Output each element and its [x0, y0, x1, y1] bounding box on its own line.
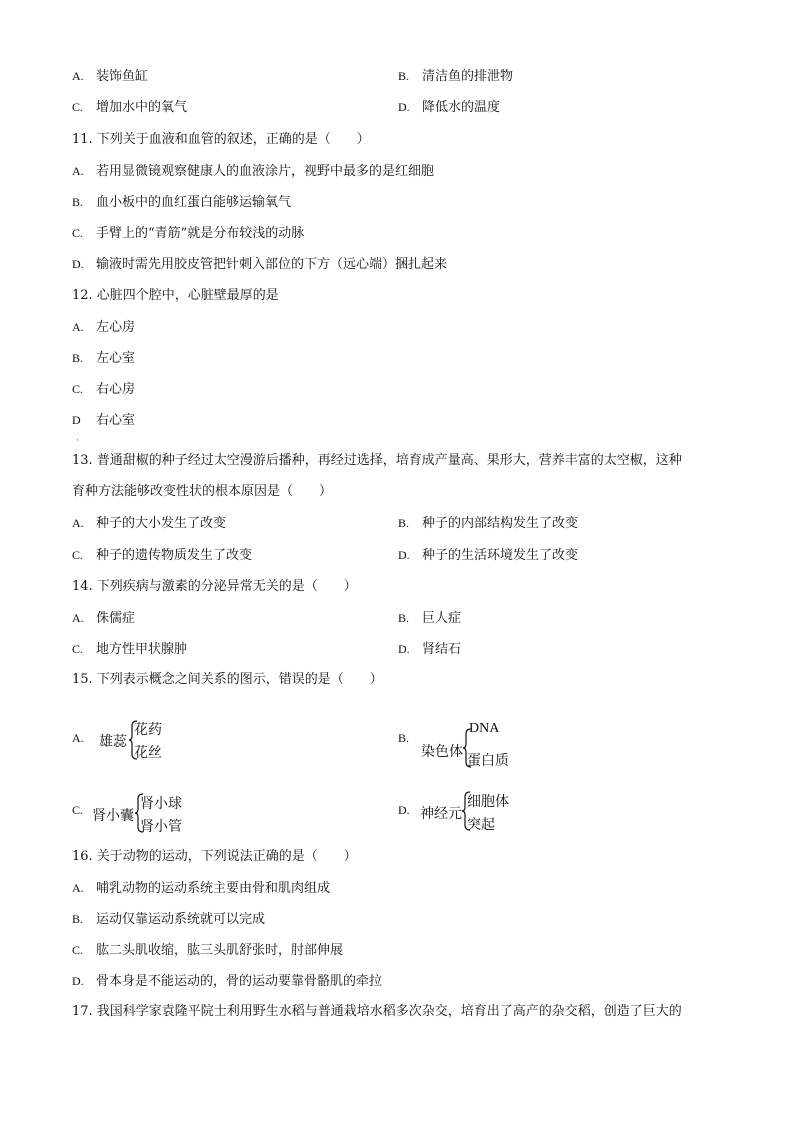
q14-stem: 14. 下列疾病与激素的分泌异常无关的是（ ） [72, 579, 357, 594]
q15-a-leaf-2: 花丝 [134, 745, 162, 761]
option-label: A. [72, 611, 84, 625]
q13-option-c [72, 546, 252, 565]
q13-option-b [398, 514, 578, 533]
q15-b-root: 染色体 [421, 744, 463, 760]
option-label: B. [398, 69, 410, 83]
option-label: C. [72, 548, 84, 562]
option-label: C. [72, 382, 84, 396]
option-text: 哺乳动物的运动系统主要由骨和肌肉组成 [96, 881, 331, 896]
q14-option-c [72, 640, 187, 659]
option-text: 侏儒症 [96, 611, 136, 626]
q13-stem-line1: 13. 普通甜椒的种子经过太空漫游后播种，再经过选择，培育成产量高、果形大，营养丰富的太空椒，这种 [72, 453, 682, 468]
option-text: 种子的遗传物质发生了改变 [96, 548, 253, 563]
q11-option-d [72, 255, 447, 274]
option-label: D [72, 413, 81, 427]
q11-option-c [72, 224, 304, 243]
q16-stem: 16. 关于动物的运动，下列说法正确的是（ ） [72, 849, 357, 864]
option-text: 若用显微镜观察健康人的血液涂片，视野中最多的是红细胞 [96, 164, 435, 179]
option-text: 血小板中的血红蛋白能够运输氧气 [96, 195, 292, 210]
q12-option-c [72, 380, 135, 399]
q15-option-c-label: C. [72, 803, 84, 817]
stray-mark: · [76, 436, 79, 446]
option-text: 种子的生活环境发生了改变 [422, 548, 579, 563]
q11-option-a [72, 162, 434, 181]
option-label: B. [398, 516, 410, 530]
q10-option-c [72, 98, 187, 117]
option-text: 左心房 [96, 320, 136, 335]
q12-stem: 12. 心脏四个腔中，心脏壁最厚的是 [72, 288, 279, 303]
option-text: 种子的大小发生了改变 [96, 516, 227, 531]
option-text: 增加水中的氧气 [96, 100, 188, 115]
option-text: 巨人症 [422, 611, 462, 626]
q16-option-a [72, 879, 330, 898]
q17-stem-line1: 17. 我国科学家袁隆平院士利用野生水稻与普通栽培水稻多次杂交，培育出了高产的杂交稻，创造了巨大的 [72, 1004, 682, 1019]
option-label: A. [72, 516, 84, 530]
q11-option-b [72, 193, 291, 212]
option-text: 手臂上的“青筋”就是分布较浅的动脉 [96, 226, 305, 241]
q16-option-b [72, 910, 265, 929]
q15-d-leaf-1: 细胞体 [467, 794, 509, 810]
q12-option-d [72, 411, 135, 430]
option-label: C. [72, 100, 84, 114]
q15-b-leaf-2: 蛋白质 [467, 753, 509, 769]
q15-c-leaf-2: 肾小管 [140, 819, 182, 835]
q15-c-leaf-1: 肾小球 [140, 796, 182, 812]
option-label: D. [398, 100, 410, 114]
option-label: D. [72, 257, 84, 271]
option-label: B. [398, 611, 410, 625]
q15-c-root: 肾小囊 [92, 808, 134, 824]
option-text: 右心室 [96, 413, 136, 428]
q15-d-root: 神经元 [420, 806, 462, 822]
q13-option-a [72, 514, 226, 533]
option-text: 输液时需先用胶皮管把针刺入部位的下方（远心端）捆扎起来 [96, 257, 448, 272]
q15-option-b-label: B. [398, 731, 410, 745]
q14-option-d [398, 640, 461, 659]
q13-option-d [398, 546, 578, 565]
option-text: 肾结石 [422, 642, 462, 657]
option-text: 降低水的温度 [422, 100, 501, 115]
option-label: D. [398, 548, 410, 562]
q12-option-a [72, 318, 135, 337]
option-text: 右心房 [96, 382, 136, 397]
q14-option-b [398, 609, 461, 628]
option-text: 装饰鱼缸 [96, 69, 149, 84]
option-label: D. [398, 642, 410, 656]
option-text: 运动仅靠运动系统就可以完成 [96, 912, 266, 927]
option-label: B. [72, 351, 84, 365]
q15-a-root: 雄蕊 [99, 734, 127, 750]
q16-option-d [72, 972, 382, 991]
option-label: C. [72, 226, 84, 240]
option-text: 种子的内部结构发生了改变 [422, 516, 579, 531]
q15-a-leaf-1: 花药 [134, 722, 162, 738]
q10-option-d [398, 98, 500, 117]
q15-b-leaf-1: DNA [469, 721, 500, 736]
q11-stem: 11. 下列关于血液和血管的叙述，正确的是（ ） [72, 132, 370, 147]
option-label: B. [72, 195, 84, 209]
option-label: B. [72, 912, 84, 926]
option-label: D. [72, 974, 84, 988]
option-text: 骨本身是不能运动的，骨的运动要靠骨骼肌的牵拉 [96, 974, 383, 989]
q15-option-d-label: D. [398, 803, 410, 817]
q12-option-b [72, 349, 135, 368]
q16-option-c [72, 941, 343, 960]
q14-option-a [72, 609, 135, 628]
option-text: 肱二头肌收缩，肱三头肌舒张时，肘部伸展 [96, 943, 344, 958]
option-label: A. [72, 320, 84, 334]
q15-option-a-label: A. [72, 731, 84, 745]
option-text: 左心室 [96, 351, 136, 366]
q10-option-b [398, 67, 513, 86]
option-label: A. [72, 69, 84, 83]
q15-stem: 15. 下列表示概念之间关系的图示，错误的是（ ） [72, 672, 383, 687]
q15-d-leaf-2: 突起 [467, 817, 495, 833]
option-label: A. [72, 164, 84, 178]
option-text: 地方性甲状腺肿 [96, 642, 188, 657]
option-label: A. [72, 881, 84, 895]
q10-option-a [72, 67, 148, 86]
q13-stem-line2: 育种方法能够改变性状的根本原因是（ ） [72, 484, 333, 499]
option-label: C. [72, 642, 84, 656]
option-text: 清洁鱼的排泄物 [422, 69, 514, 84]
option-label: C. [72, 943, 84, 957]
